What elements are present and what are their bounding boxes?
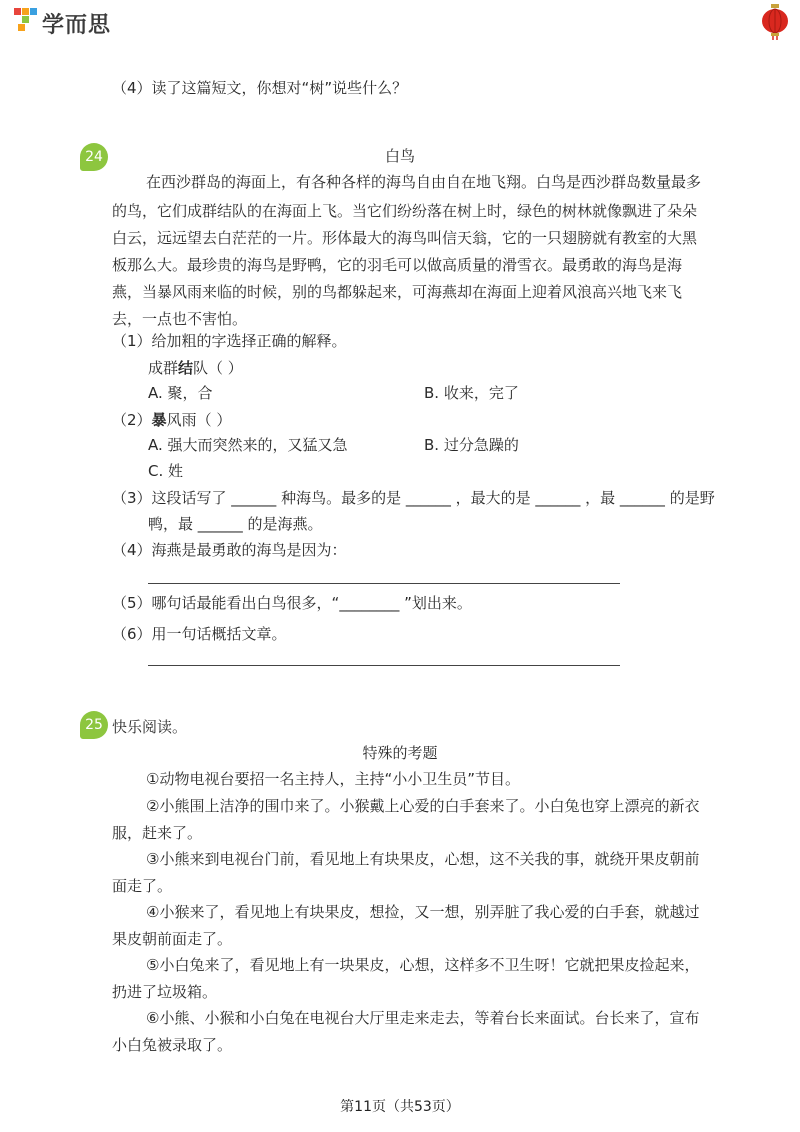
paragraph-line: 面走了。 [112,877,173,895]
page-footer: 第11页（共53页） [340,1099,460,1115]
subquestion-4: （4）海燕是最勇敢的海鸟是因为： [112,541,347,559]
passage-line: 去，一点也不害怕。 [112,310,248,328]
paragraph-line: 扔进了垃圾箱。 [112,983,218,1001]
word-item: 成群结队（ ） [148,359,243,377]
question-number-badge: 24 [80,143,108,171]
paragraph-line: ⑥小熊、小猴和小白兔在电视台大厅里走来走去，等着台长来面试。台长来了，宣布 [146,1009,700,1027]
option-a: A. 强大而突然来的，又猛又急 [148,436,348,454]
subquestion-3: （3）这段话写了 ______ 种海鸟。最多的是 ______ ，最大的是 ______ ，最 ______ 的是野 [112,489,715,507]
option-b: B. 过分急躁的 [424,436,519,454]
paragraph-line: 果皮朝前面走了。 [112,930,233,948]
logo-text: 学而思 [42,13,112,38]
subquestion-3-cont: 鸭，最 ______ 的是海燕。 [148,515,323,533]
passage-line: 的鸟，它们成群结队的在海面上飞。当它们纷纷落在树上时，绿色的树林就像飘进了朵朵 [112,202,698,220]
question-intro: 快乐阅读。 [112,718,188,736]
subquestion-6: （6）用一句话概括文章。 [112,625,287,643]
paragraph-line: 小白兔被录取了。 [112,1036,233,1054]
passage-line: 板那么大。最珍贵的海鸟是野鸭，它的羽毛可以做高质量的滑雪衣。最勇敢的海鸟是海 [112,256,683,274]
passage-line: 燕，当暴风雨来临的时候，别的鸟都躲起来，可海燕却在海面上迎着风浪高兴地飞来飞 [112,283,683,301]
paragraph-line: ④小猴来了，看见地上有块果皮，想捡，又一想，别弄脏了我心爱的白手套，就越过 [146,903,700,921]
subquestion-1: （1）给加粗的字选择正确的解释。 [112,332,347,350]
option-c: C. 姓 [148,462,184,480]
paragraph-line: ①动物电视台要招一名主持人，主持“小小卫生员”节目。 [146,770,520,788]
answer-line [148,665,620,666]
paragraph-line: ②小熊围上洁净的围巾来了。小猴戴上心爱的白手套来了。小白兔也穿上漂亮的新衣 [146,797,700,815]
paragraph-line: 服，赶来了。 [112,824,203,842]
option-a: A. 聚，合 [148,384,213,402]
passage-title: 白鸟 [384,147,415,165]
passage-title: 特殊的考题 [362,744,438,762]
answer-line [148,583,620,584]
passage-line: 白云，远远望去白茫茫的一片。形体最大的海鸟叫信天翁，它的一只翅膀就有教室的大黑 [112,229,698,247]
paragraph-line: ③小熊来到电视台门前，看见地上有块果皮，心想，这不关我的事，就绕开果皮朝前 [146,850,700,868]
option-b: B. 收来，完了 [424,384,519,402]
question-number-badge: 25 [80,711,108,739]
passage-line: 在西沙群岛的海面上，有各种各样的海鸟自由自在地飞翔。白鸟是西沙群岛数量最多 [146,173,702,191]
q23-subquestion-4: （4）读了这篇短文，你想对“树”说些什么？ [112,79,408,97]
paragraph-line: ⑤小白兔来了，看见地上有一块果皮，心想，这样多不卫生呀！它就把果皮捡起来， [146,956,700,974]
subquestion-5: （5）哪句话最能看出白鸟很多，“________ ”划出来。 [112,594,472,612]
subquestion-2: （2）暴风雨（ ） [112,411,232,429]
